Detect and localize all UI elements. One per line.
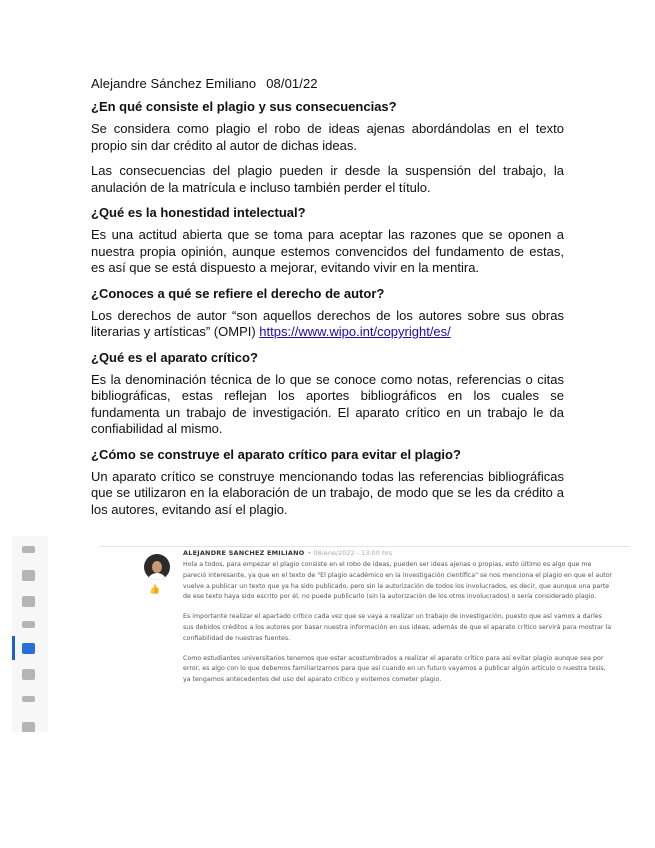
like-icon[interactable]: 👍	[149, 584, 161, 594]
post-timestamp: • 08/ene/2022 - 13:00 hrs	[307, 549, 393, 557]
apps-icon[interactable]	[22, 546, 35, 553]
avatar-shirt	[147, 573, 167, 580]
answer-paragraph: Las consecuencias del plagio pueden ir desde la suspensión del trabajo, la anulación de la matrícula e incluso también perder el título.	[91, 163, 564, 195]
answer-paragraph: Es una actitud abierta que se toma para aceptar las razones que se oponen a nuestra propia opinión, aunque estemos convencidos del fundamento de estas, es así que se está dispuesto a mejorar, evitando vivir en la mentira.	[91, 227, 564, 275]
answer-paragraph: Un aparato crítico se construye mencionando todas las referencias bibliográficas que se utilizaron en la elaboración de un trabajo, de modo que se les da crédito a los autores, evitando así el plagio.	[91, 468, 564, 517]
forum-icon[interactable]	[22, 643, 35, 654]
answer-paragraph: Es la denominación técnica de lo que se conoce como notas, referencias o citas bibliográficas, estas reflejan los aportes bibliográficos en los cuales se fundamenta un trabajo de investigación. El aparato crítico en un trabajo le da confiabilidad al mismo.	[91, 371, 564, 436]
author-line	[91, 76, 564, 91]
question-heading: ¿Cómo se construye el aparato crítico para evitar el plagio?	[91, 446, 461, 462]
post-paragraph: Hola a todos, para empezar el plagio consiste en el robo de ideas, pueden ser ideas ajenas o propias, esto último es algo que me pareció interesante, ya que en el texto de "El plagio académico en la investigación científica" se nos menciona el plagio en que el autor vuelve a publicar un texto que ya ha sido publicado, pero sin la autorización de todos los involucrados, es decir, que aunque una parte de ese texto haya sido escrito por él, no puede publicarlo (sin la autorización de los otros involucrados) o sería considerado plagio.	[183, 561, 613, 601]
question-heading: ¿Qué es la honestidad intelectual?	[91, 205, 306, 220]
question-heading: ¿Conoces a qué se refiere el derecho de autor?	[91, 285, 385, 301]
gradebook-icon[interactable]	[22, 669, 35, 680]
post-author[interactable]: ALEJANDRE SANCHEZ EMILIANO	[183, 549, 305, 557]
avatar[interactable]	[144, 554, 170, 580]
wipo-link[interactable]: https://www.wipo.int/copyright/es/	[259, 324, 451, 339]
forum-screenshot	[12, 536, 630, 732]
avatar-face	[152, 561, 162, 573]
people-icon[interactable]	[22, 621, 35, 628]
post-paragraph: Es importante realizar el apartado crítico cada vez que se vaya a realizar un trabajo de investigación, puesto que así vamos a darles sus debidos créditos a los autores por basar nuestra información en sus ideas, además de que el aparato crítico servirá para mostrar la confiabilidad de nuestras fuentes.	[183, 613, 612, 642]
side-rail	[12, 536, 48, 732]
active-indicator	[12, 636, 15, 660]
document-date: 08/01/22	[266, 76, 318, 91]
answer-paragraph	[91, 308, 564, 341]
question-heading: ¿Qué es el aparato crítico?	[91, 349, 258, 365]
forum-post	[183, 549, 613, 695]
docs-icon[interactable]	[22, 722, 35, 732]
post-paragraph: Como estudiantes universitarios tenemos que estar acostumbrados a realizar el aparato crítico para así evitar plagio aunque sea por error, es algo con lo que debemos familiarizarnos para que así cuando en un futuro vayamos a publicar algún artículo o nuestra tesis, ya tengamos antecedentes del uso del aparato crítico y evitemos cometer plagio.	[183, 654, 606, 684]
copyright-text: Los derechos de autor “son aquellos derechos de los autores sobre sus obras literarias y artísticas” (OMPI)	[91, 307, 564, 339]
clipboard-icon[interactable]	[22, 570, 35, 581]
post-header	[183, 549, 613, 557]
divider	[100, 546, 630, 547]
answer-paragraph: Se considera como plagio el robo de ideas ajenas abordándolas en el texto propio sin dar crédito al autor de dichas ideas.	[91, 121, 564, 153]
book-icon[interactable]	[22, 596, 35, 607]
document-body	[91, 76, 564, 527]
analytics-icon[interactable]	[22, 696, 35, 702]
question-heading: ¿En qué consiste el plagio y sus consecuencias?	[91, 99, 397, 114]
author-name: Alejandre Sánchez Emiliano	[91, 76, 257, 91]
